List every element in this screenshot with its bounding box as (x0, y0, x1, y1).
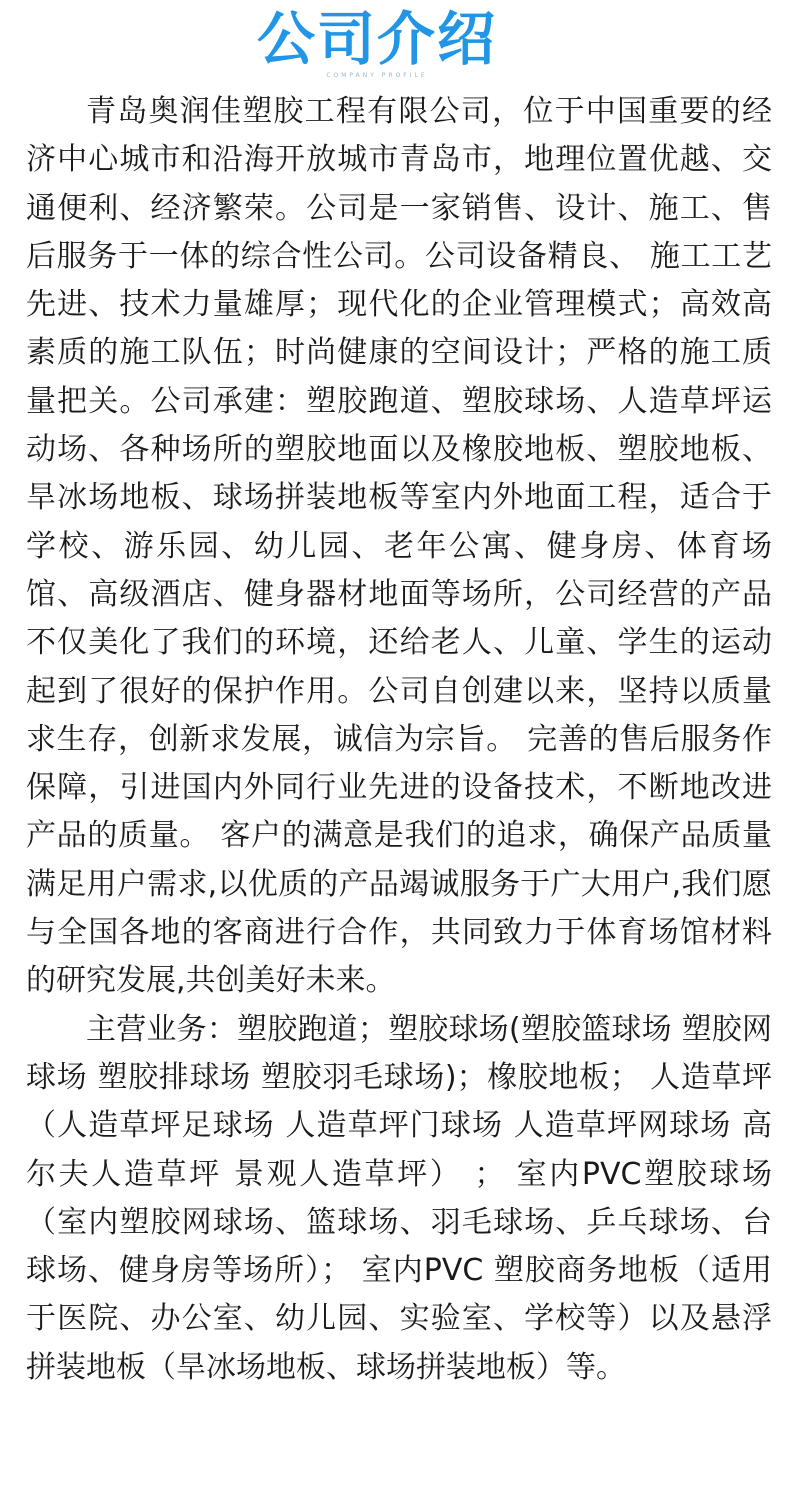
company-profile-body (26, 88, 772, 1392)
page-subtitle: COMPANY PROFILE (326, 72, 428, 79)
intro-paragraph: 青岛奥润佳塑胶工程有限公司，位于中国重要的经济中心城市和沿海开放城市青岛市，地理位置优越、交通便利、经济繁荣。公司是一家销售、设计、施工、售后服务于一体的综合性公司。公司设备精良、 施工工艺先进、技术力量雄厚；现代化的企业管理模式；高效高素质的施工队伍；时尚健康的空间设计；严格的施工质量把关。公司承建：塑胶跑道、塑胶球场、人造草坪运动场、各种场所的塑胶地面以及橡胶地板、塑胶地板、旱冰场地板、球场拼装地板等室内外地面工程，适合于学校、游乐园、幼儿园、老年公寓、健身房、体育场馆、高级酒店、健身器材地面等场所，公司经营的产品不仅美化了我们的环境，还给老人、儿童、学生的运动起到了很好的保护作用。公司自创建以来，坚持以质量求生存，创新求发展，诚信为宗旨。 完善的售后服务作保障，引进国内外同行业先进的设备技术，不断地改进产品的质量。 客户的满意是我们的追求，确保产品质量满足用户需求,以优质的产品竭诚服务于广大用户,我们愿与全国各地的客商进行合作，共同致力于体育场馆材料的研究发展,共创美好未来。 (26, 94, 772, 999)
page-title: 公司介绍 (256, 5, 497, 73)
page-header (0, 0, 754, 90)
business-paragraph: 主营业务：塑胶跑道；塑胶球场(塑胶篮球场 塑胶网球场 塑胶排球场 塑胶羽毛球场)；橡胶地板； 人造草坪 （人造草坪足球场 人造草坪门球场 人造草坪网球场 高尔夫人造草坪 景观人造草坪） ； 室内PVC塑胶球场（室内塑胶网球场、篮球场、羽毛球场、乒乓球场、台球场、健身房等场所）； 室内PVC 塑胶商务地板（适用于医院、办公室、幼儿园、实验室、学校等）以及悬浮拼装地板（旱冰场地板、球场拼装地板）等。 (26, 1011, 772, 1385)
